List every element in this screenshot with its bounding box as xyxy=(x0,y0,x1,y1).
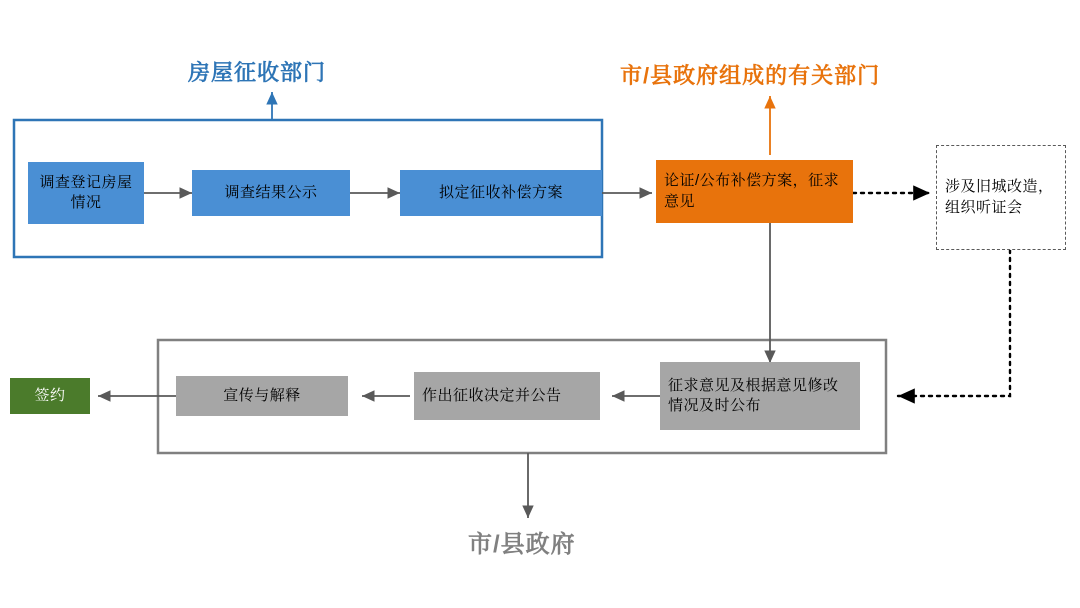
node-draft-compensation-plan[interactable]: 拟定征收补偿方案 xyxy=(400,170,602,216)
node-survey-result-publish[interactable]: 调查结果公示 xyxy=(192,170,350,216)
node-make-decision-announce[interactable]: 作出征收决定并公告 xyxy=(414,372,600,420)
group-label-government-related-departments: 市/县政府组成的有关部门 xyxy=(620,63,881,88)
node-publicity-explanation[interactable]: 宣传与解释 xyxy=(176,376,348,416)
node-demonstrate-publish-plan[interactable]: 论证/公布补偿方案，征求意见 xyxy=(656,160,853,223)
node-sign-contract[interactable]: 签约 xyxy=(10,378,90,414)
node-publish-opinions-revision[interactable]: 征求意见及根据意见修改情况及时公布 xyxy=(660,362,860,430)
group-label-housing-department: 房屋征收部门 xyxy=(188,60,327,85)
group-label-city-county-government: 市/县政府 xyxy=(468,531,576,558)
node-old-city-hearing[interactable]: 涉及旧城改造，组织听证会 xyxy=(936,145,1066,250)
node-survey-register[interactable]: 调查登记房屋情况 xyxy=(28,162,144,224)
